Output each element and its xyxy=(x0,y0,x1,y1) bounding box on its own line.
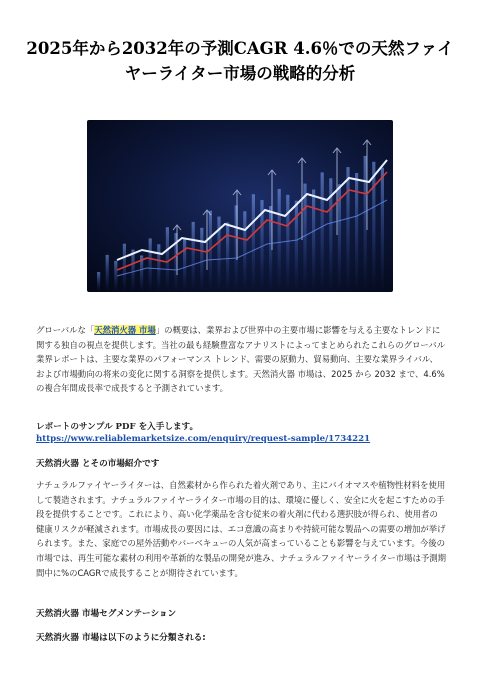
section-heading-intro: 天然消火器 とその市場紹介です xyxy=(36,459,160,469)
market-link[interactable]: 天然消火器 市場 xyxy=(94,325,156,335)
hero-stock-chart-image xyxy=(87,120,393,292)
page-title: 2025年から2032年の予測CAGR 4.6％での天然ファイヤーライター市場の戦略的分析 xyxy=(26,39,454,83)
sample-url-link[interactable]: https://www.reliablemarketsize.com/enquiry/request-sample/1734221 xyxy=(36,434,371,444)
sample-request-paragraph xyxy=(36,421,446,445)
sample-label: レポートのサンプル PDF を入手します。 xyxy=(36,422,199,432)
intro-paragraph: グローバルな「天然消火器 市場」の概要は、業界および世界中の主要市場に影響を与える主要なトレンドに関する独自の視点を提供します。当社の最も経験豊富なアナリストによってまとめられたこれらのグローバル業界レポートは、主要な業界のパフォーマンス トレンド、需要の原動力、貿易動向、主要な業界ライバル、および市場動向の将来の変化に関する洞察を提供します。天然消火器 市場は、2025 から 2032 まで、4.6% の複合年間成長率で成長すると予測されています。 xyxy=(36,325,446,394)
section-heading-segmentation: 天然消火器 市場セグメンテーション xyxy=(36,609,177,619)
section-intro-body: ナチュラルファイヤーライターは、自然素材から作られた着火剤であり、主にバイオマスや植物性材料を使用して製造されます。ナチュラルファイヤーライター市場の目的は、環境に優しく、安全に火を起こすための手段を提供することです。これにより、高い化学薬品を含む従来の着火剤に代わる選択肢が得られ、使用者の健康リスクが軽減されます。市場成長の要因には、エコ意識の高まりや持続可能な製品への需要の増加が挙げられます。また、家庭での屋外活動やバーベキューの人気が高まっていることも影響を与えています。今後の市場では、再生可能な素材の利用や革新的な製品の開発が進み、ナチュラルファイヤーライター市場は予測期間中に%のCAGRで成長することが期待されています。 xyxy=(36,480,446,578)
section-heading-classification: 天然消火器 市場は以下のように分類される: xyxy=(36,633,206,643)
